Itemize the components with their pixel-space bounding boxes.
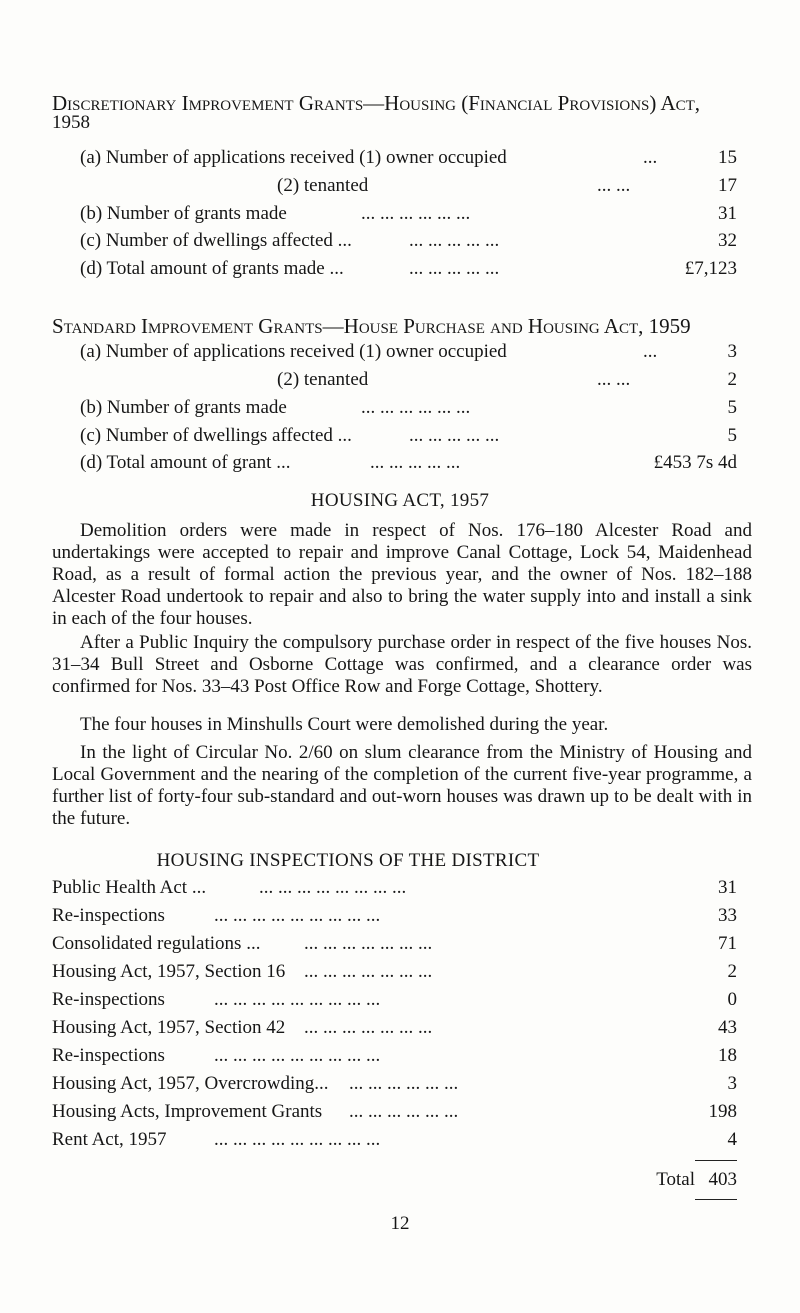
row-label: (2) tenanted [277,369,369,390]
row-leader: ... ... ... ... ... ... ... [304,1017,433,1038]
row-value: £453 7s 4d [653,452,737,473]
row-value: 71 [718,933,737,954]
discretionary-title-line1: Discretionary Improvement Grants—Housing (Financial Provisions) Act, [52,91,701,115]
inspection-row [52,988,737,1012]
inspection-row [52,960,737,984]
discretionary-title [52,91,752,133]
row-leader: ... ... ... ... ... ... ... ... ... [214,989,381,1010]
row-value: 3 [727,341,737,362]
row-leader: ... [643,147,658,168]
row-leader: ... ... ... ... ... [409,230,500,251]
paragraph-text: Demolition orders were made in respect of Nos. 176–180 Alcester Road and undertakings were accepted to repair and improve Canal Cottage, Lock 54, Maidenhead Road, as a result of formal action the previous year, and the owner of Nos. 182–188 Alcester Road undertook to repair and also to bring the water supply into and install a sink in each of the four houses. [52,520,752,629]
sum-rule-top [695,1160,737,1161]
row-value: 31 [718,203,737,224]
paragraph-text: In the light of Circular No. 2/60 on slum clearance from the Ministry of Housing and Local Government and the nearing of the completion of the current five-year programme, a further list of forty-four sub-standard and out-worn houses was drawn up to be dealt with in the future. [52,742,752,829]
standard-row [80,451,737,475]
inspection-row [52,1072,737,1096]
row-leader: ... ... ... ... ... ... ... [304,961,433,982]
row-label: (a) Number of applications received (1) owner occupied [80,341,507,362]
row-value: 2 [727,369,737,390]
row-value: 198 [708,1101,737,1122]
row-leader: ... [643,341,658,362]
row-label: Housing Act, 1957, Overcrowding... [52,1073,329,1094]
row-leader: ... ... ... ... ... ... [349,1073,459,1094]
paragraph [52,632,752,698]
row-leader: ... ... [597,175,631,196]
row-value: £7,123 [684,258,737,279]
inspection-row [52,1044,737,1068]
row-value: 18 [718,1045,737,1066]
row-label: Re-inspections [52,989,165,1010]
row-label: (c) Number of dwellings affected ... [80,230,352,251]
row-value: 5 [727,397,737,418]
inspection-row [52,1128,737,1152]
row-leader: ... ... [597,369,631,390]
inspection-row [52,932,737,956]
row-label: Housing Act, 1957, Section 16 [52,961,286,982]
row-leader: ... ... ... ... ... ... ... ... ... [214,1129,381,1150]
row-label: (b) Number of grants made [80,397,287,418]
total-label: Total [656,1169,695,1190]
discretionary-row [80,202,737,226]
total-row [600,1168,737,1192]
row-value: 31 [718,877,737,898]
discretionary-row [80,257,737,281]
row-label: Re-inspections [52,1045,165,1066]
paragraph-text: After a Public Inquiry the compulsory purchase order in respect of the five houses Nos. 31–34 Bull Street and Osborne Cottage was confirmed, and a clearance order was confirmed for Nos. 33–43 Post Office Row and Forge Cottage, Shottery. [52,632,752,697]
row-label: Re-inspections [52,905,165,926]
row-value: 15 [718,147,737,168]
row-value: 5 [727,425,737,446]
discretionary-row [80,146,737,170]
total-value: 403 [708,1169,737,1190]
paragraph-text: The four houses in Minshulls Court were demolished during the year. [80,714,609,735]
inspections-heading: HOUSING INSPECTIONS OF THE DISTRICT [156,850,540,871]
housing-act-heading: HOUSING ACT, 1957 [310,490,490,511]
sum-rule-bottom [695,1199,737,1200]
discretionary-title-line2: 1958 [52,112,90,133]
row-leader: ... ... ... ... ... ... [361,203,471,224]
row-leader: ... ... ... ... ... ... ... ... ... [214,905,381,926]
discretionary-row [80,229,737,253]
discretionary-row [80,174,737,198]
row-label: Consolidated regulations ... [52,933,261,954]
row-label: (c) Number of dwellings affected ... [80,425,352,446]
standard-row [80,368,737,392]
standard-row [80,424,737,448]
paragraph [52,742,752,830]
row-leader: ... ... ... ... ... [409,258,500,279]
row-label: (d) Total amount of grants made ... [80,258,344,279]
row-value: 2 [727,961,737,982]
row-label: (a) Number of applications received (1) owner occupied [80,147,507,168]
inspection-row [52,904,737,928]
row-value: 0 [727,989,737,1010]
standard-row [80,340,737,364]
row-label: Rent Act, 1957 [52,1129,167,1150]
inspection-row [52,1016,737,1040]
standard-row [80,396,737,420]
row-value: 43 [718,1017,737,1038]
row-leader: ... ... ... ... ... [409,425,500,446]
paragraph [52,714,752,736]
row-leader: ... ... ... ... ... ... [361,397,471,418]
row-value: 33 [718,905,737,926]
inspection-row [52,1100,737,1124]
page-number: 12 [390,1213,410,1234]
row-leader: ... ... ... ... ... ... ... ... [259,877,407,898]
row-leader: ... ... ... ... ... ... ... ... ... [214,1045,381,1066]
row-label: (2) tenanted [277,175,369,196]
row-label: (b) Number of grants made [80,203,287,224]
row-leader: ... ... ... ... ... ... [349,1101,459,1122]
row-label: (d) Total amount of grant ... [80,452,291,473]
row-value: 17 [718,175,737,196]
paragraph [52,520,752,630]
row-label: Housing Acts, Improvement Grants [52,1101,323,1122]
row-leader: ... ... ... ... ... ... ... [304,933,433,954]
row-value: 4 [727,1129,737,1150]
standard-title: Standard Improvement Grants—House Purchase and Housing Act, 1959 [52,314,691,338]
row-leader: ... ... ... ... ... [370,452,461,473]
inspection-row [52,876,737,900]
row-value: 32 [718,230,737,251]
row-value: 3 [727,1073,737,1094]
row-label: Housing Act, 1957, Section 42 [52,1017,286,1038]
row-label: Public Health Act ... [52,877,207,898]
